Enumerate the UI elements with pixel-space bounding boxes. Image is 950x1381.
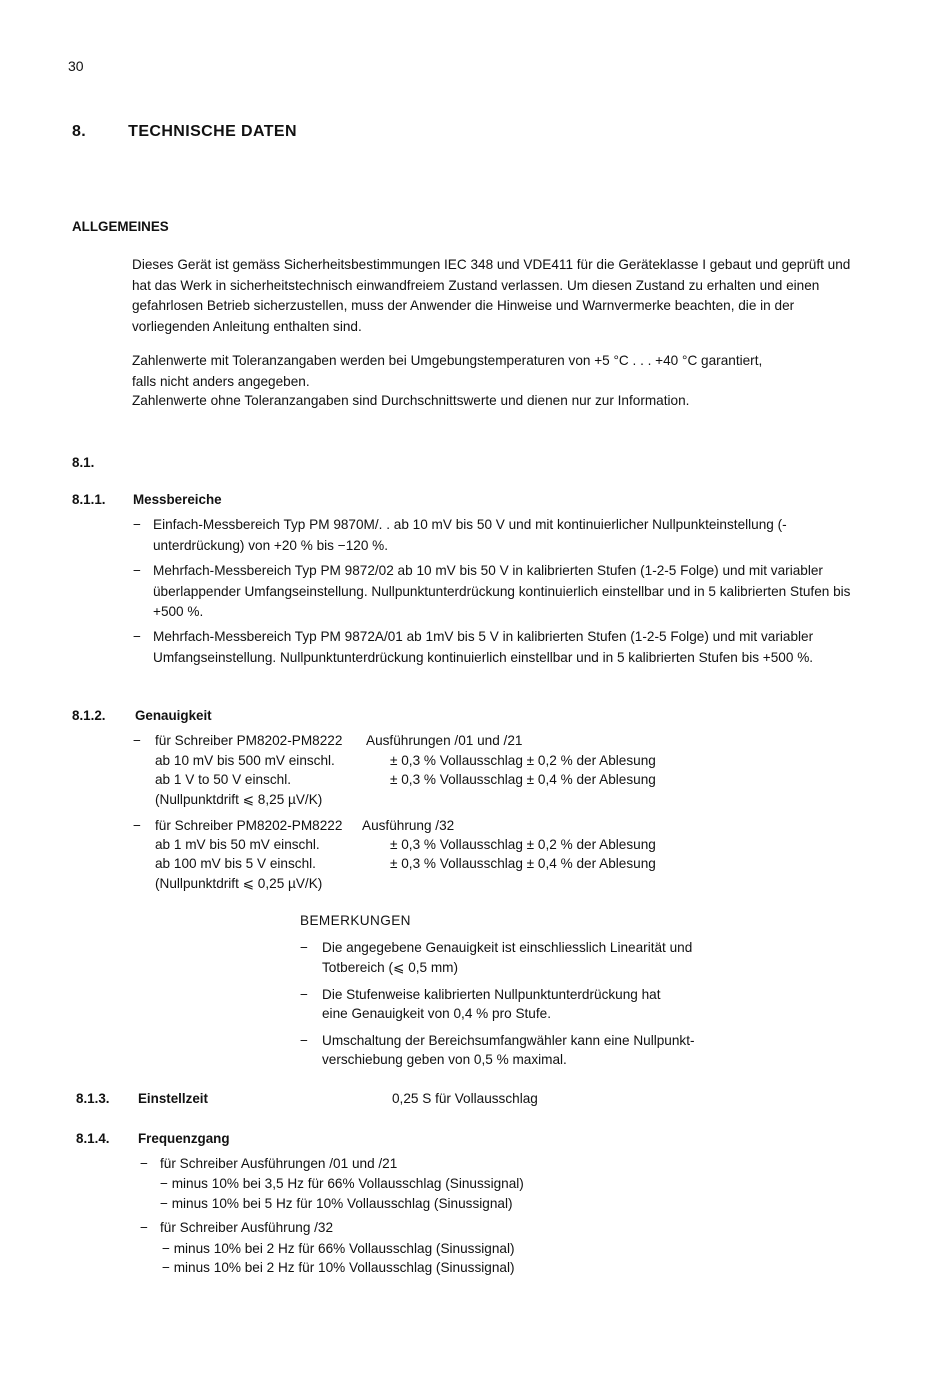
dash-bullet: − — [133, 818, 141, 833]
bemerkung-line: eine Genauigkeit von 0,4 % pro Stufe. — [322, 1006, 551, 1021]
section-number-8-1-1: 8.1.1. — [72, 492, 106, 507]
genauigkeit-value: ± 0,3 % Vollausschlag ± 0,4 % der Ablesung — [390, 856, 656, 871]
dash-bullet: − — [140, 1156, 148, 1171]
genauigkeit-range: ab 10 mV bis 500 mV einschl. — [155, 753, 335, 768]
page-number: 30 — [68, 58, 84, 74]
messbereich-item-2 — [133, 561, 858, 623]
section-heading-allgemeines: ALLGEMEINES — [72, 219, 169, 234]
bemerkung-line: Die Stufenweise kalibrierten Nullpunktunterdrückung hat — [322, 987, 661, 1002]
dash-bullet: − — [300, 940, 308, 955]
chapter-number: 8. — [72, 123, 87, 140]
frequenzgang-group-b-head: für Schreiber Ausführung /32 — [160, 1220, 334, 1235]
genauigkeit-value: ± 0,3 % Vollausschlag ± 0,2 % der Ablesung — [390, 753, 656, 768]
frequenzgang-line: − minus 10% bei 2 Hz für 10% Vollausschlag (Sinussignal) — [162, 1260, 515, 1275]
dash-bullet: − — [140, 1220, 148, 1235]
bemerkung-line: Die angegebene Genauigkeit ist einschliesslich Linearität und — [322, 940, 693, 955]
section-number-8-1: 8.1. — [72, 455, 95, 470]
messbereich-item-text: Einfach-Messbereich Typ PM 9870M/. . ab 10 mV bis 50 V und mit kontinuierlicher Nullpunkteinstellung (-unterdrückung) von +20 % bis −120 %. — [153, 517, 787, 553]
section-number-8-1-3: 8.1.3. — [76, 1091, 110, 1106]
messbereich-item-text: Mehrfach-Messbereich Typ PM 9872A/01 ab 1mV bis 5 V in kalibrierten Stufen (1-2-5 Folge) und mit variabler Umfangseinstellung. Nullpunktunterdrückung kontinuierlich einstellbar und in 5 kalibrierten Stufen bis +500 %. — [153, 629, 814, 665]
section-number-8-1-4: 8.1.4. — [76, 1131, 110, 1146]
frequenzgang-line: − minus 10% bei 5 Hz für 10% Vollausschlag (Sinussignal) — [160, 1196, 513, 1211]
paragraph-allgemeines-1: Dieses Gerät ist gemäss Sicherheitsbestimmungen IEC 348 und VDE411 für die Geräteklasse I gebaut und geprüft und hat das Werk in sicherheitstechnisch einwandfreiem Zustand verlassen. Um diesen Zustand zu erhalten und einen gefahrlosen Betrieb sicherzustellen, muss der Anwender die Hinweise und Warnvermerke beachten, die in der vorliegenden Anleitung enthalten sind. — [132, 257, 851, 334]
dash-bullet: − — [300, 987, 308, 1002]
paragraph-allgemeines-2-line1: Zahlenwerte mit Toleranzangaben werden bei Umgebungstemperaturen von +5 °C . . . +40 °C garantiert, — [132, 353, 763, 368]
dash-bullet: − — [300, 1033, 308, 1048]
chapter-heading — [72, 123, 297, 141]
paragraph-allgemeines-3: Zahlenwerte ohne Toleranzangaben sind Durchschnittswerte und dienen nur zur Information. — [132, 393, 690, 408]
genauigkeit-value: ± 0,3 % Vollausschlag ± 0,4 % der Ablesung — [390, 772, 656, 787]
genauigkeit-range: ab 100 mV bis 5 V einschl. — [155, 856, 316, 871]
chapter-title: TECHNISCHE DATEN — [128, 123, 297, 140]
genauigkeit-value: ± 0,3 % Vollausschlag ± 0,2 % der Ablesung — [390, 837, 656, 852]
messbereich-item-text: Mehrfach-Messbereich Typ PM 9872/02 ab 10 mV bis 50 V in kalibrierten Stufen (1-2-5 Folge) und mit variabler überlappender Umfangseinstellung. Nullpunktunterdrückung kontinuierlich einstellbar und in 5 kalibrierten Stufen bis +500 %. — [153, 563, 851, 619]
frequenzgang-group-a-head: für Schreiber Ausführungen /01 und /21 — [160, 1156, 398, 1171]
genauigkeit-group-b-head-left: für Schreiber PM8202-PM8222 — [155, 818, 343, 833]
bemerkung-line: verschiebung geben von 0,5 % maximal. — [322, 1052, 567, 1067]
section-title-frequenzgang: Frequenzgang — [138, 1131, 230, 1146]
messbereich-item-1 — [133, 515, 858, 556]
dash-bullet: − — [133, 733, 141, 748]
einstellzeit-value: 0,25 S für Vollausschlag — [392, 1091, 538, 1106]
genauigkeit-group-a-head-right: Ausführungen /01 und /21 — [366, 733, 523, 748]
genauigkeit-range: ab 1 mV bis 50 mV einschl. — [155, 837, 320, 852]
bemerkung-line: Totbereich (⩽ 0,5 mm) — [322, 960, 459, 975]
paragraph-allgemeines-2-line2: falls nicht anders angegeben. — [132, 374, 310, 389]
section-title-einstellzeit: Einstellzeit — [138, 1091, 208, 1106]
genauigkeit-range: ab 1 V to 50 V einschl. — [155, 772, 292, 787]
frequenzgang-line: − minus 10% bei 2 Hz für 66% Vollausschlag (Sinussignal) — [162, 1241, 515, 1256]
dash-bullet: − — [133, 629, 141, 644]
section-title-genauigkeit: Genauigkeit — [135, 708, 212, 723]
messbereich-item-3 — [133, 627, 858, 668]
dash-bullet: − — [133, 517, 141, 532]
genauigkeit-group-b-head-right: Ausführung /32 — [362, 818, 455, 833]
genauigkeit-drift: (Nullpunktdrift ⩽ 0,25 µV/K) — [155, 876, 323, 891]
section-number-8-1-2: 8.1.2. — [72, 708, 106, 723]
genauigkeit-group-a-head-left: für Schreiber PM8202-PM8222 — [155, 733, 343, 748]
bemerkung-line: Umschaltung der Bereichsumfangwähler kann eine Nullpunkt- — [322, 1033, 695, 1048]
frequenzgang-line: − minus 10% bei 3,5 Hz für 66% Vollausschlag (Sinussignal) — [160, 1176, 524, 1191]
dash-bullet: − — [133, 563, 141, 578]
section-title-messbereiche: Messbereiche — [133, 492, 222, 507]
bemerkungen-title: BEMERKUNGEN — [300, 913, 411, 928]
genauigkeit-drift: (Nullpunktdrift ⩽ 8,25 µV/K) — [155, 792, 323, 807]
